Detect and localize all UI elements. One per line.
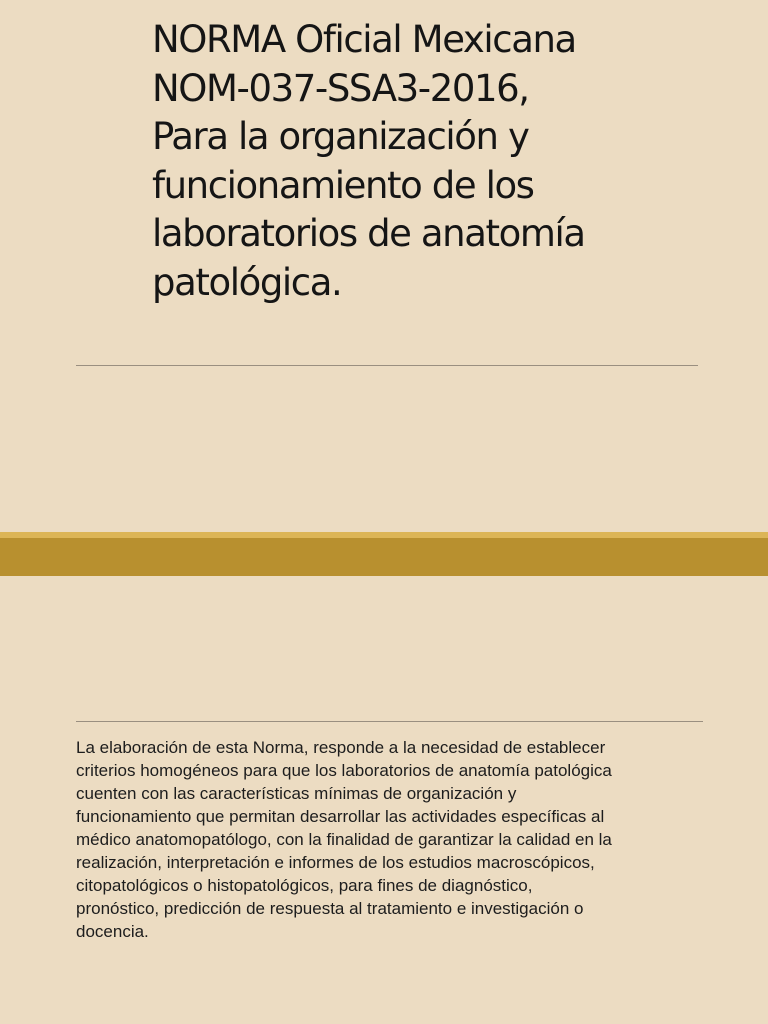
paragraph-line: cuenten con las características mínimas de organización y [76, 784, 517, 803]
paragraph-line: criterios homogéneos para que los laboratorios de anatomía patológica [76, 761, 612, 780]
paragraph-line: citopatológicos o histopatológicos, para fines de diagnóstico, [76, 876, 533, 895]
paragraph-line: docencia. [76, 922, 149, 941]
content-divider [76, 721, 703, 722]
slide-title [152, 16, 712, 307]
content-slide [0, 576, 768, 1024]
title-divider [76, 365, 698, 366]
slide-separator-band [0, 538, 768, 576]
paragraph-line: realización, interpretación e informes de los estudios macroscópicos, [76, 853, 595, 872]
title-line: patológica. [152, 260, 342, 304]
paragraph-line: La elaboración de esta Norma, responde a la necesidad de establecer [76, 738, 606, 757]
title-line: NORMA Oficial Mexicana [152, 18, 576, 61]
content-paragraph [76, 736, 706, 943]
title-line: Para la organización y [152, 115, 529, 158]
paragraph-line: médico anatomopatólogo, con la finalidad de garantizar la calidad en la [76, 830, 612, 849]
title-line: laboratorios de anatomía [152, 212, 585, 255]
paragraph-line: funcionamiento que permitan desarrollar las actividades específicas al [76, 807, 605, 826]
title-line: funcionamiento de los [152, 163, 534, 207]
paragraph-line: pronóstico, predicción de respuesta al tratamiento e investigación o [76, 899, 584, 918]
title-line: NOM-037-SSA3-2016, [152, 66, 529, 110]
